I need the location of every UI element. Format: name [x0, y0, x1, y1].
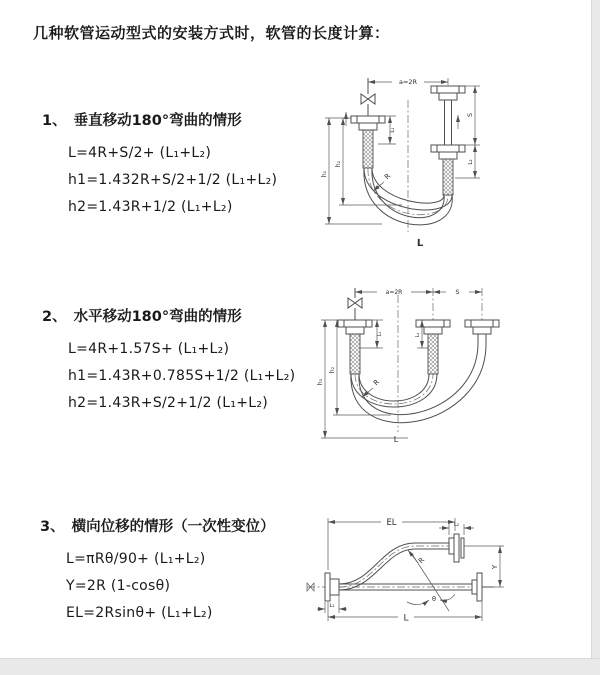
- dim-label-y: Y: [491, 564, 499, 570]
- dim-label-l1: L₁: [329, 603, 335, 609]
- formula-line: h2=1.43R+1/2 (L₁+L₂): [68, 199, 233, 215]
- radius-callout: [408, 550, 426, 565]
- section-3: [40, 515, 275, 627]
- dim-label-r: R: [383, 172, 393, 182]
- flange-hub: [473, 327, 491, 334]
- dimension-s-l2: [455, 86, 480, 178]
- dimension-l: [328, 602, 482, 624]
- formula-line: h1=1.432R+S/2+1/2 (L₁+L₂): [68, 172, 278, 188]
- braid-section: [363, 130, 373, 168]
- dim-label-r: R: [417, 556, 427, 566]
- hose-centerline: [355, 374, 433, 404]
- formula-line: EL=2Rsinθ+ (L₁+L₂): [66, 605, 213, 621]
- section-2-formulas: [68, 336, 295, 417]
- hose-centerline: [339, 546, 466, 587]
- dimension-l2: [439, 522, 474, 535]
- radius-callout: [362, 378, 381, 397]
- flange-hub: [346, 327, 364, 334]
- flange: [431, 145, 465, 152]
- section-1-number: 1、: [42, 113, 67, 129]
- dim-label-h1: h₁: [317, 378, 324, 386]
- braid-section: [350, 334, 360, 374]
- flange-mate: [461, 538, 464, 558]
- dimension-a2r: [368, 78, 448, 86]
- dim-label-h2: h₂: [329, 366, 336, 374]
- page-title: 几种软管运动型式的安装方式时，软管的长度计算：: [33, 24, 390, 42]
- pipe-middle: [416, 320, 450, 374]
- flange-hub: [449, 538, 454, 554]
- dim-label-l: L: [403, 613, 409, 624]
- braid-section: [443, 159, 453, 195]
- section-3-heading-text: 横向位移的情形（一次性变位）: [71, 519, 275, 535]
- dim-label-l: L: [393, 435, 399, 444]
- valve-icon: [361, 94, 375, 104]
- formula-line: L=4R+1.57S+ (L₁+L₂): [68, 341, 230, 357]
- section-2-heading-text: 水平移动180°弯曲的情形: [73, 309, 242, 325]
- flange-hub: [359, 123, 377, 130]
- flange-hub: [424, 327, 442, 334]
- flange-hub: [439, 152, 457, 159]
- section-2-number: 2、: [42, 309, 67, 325]
- flange-hub: [439, 93, 457, 100]
- dim-label-l: L: [416, 238, 424, 249]
- dim-label-a2r: a=2R: [398, 78, 418, 86]
- hose-displaced-curve: [339, 543, 466, 590]
- section-1-heading: [42, 109, 277, 130]
- formula-line: h1=1.43R+0.785S+1/2 (L₁+L₂): [68, 368, 296, 384]
- dim-label-l2: L₂: [415, 332, 421, 338]
- flange: [465, 320, 499, 327]
- scan-edge-bottom: [0, 658, 600, 675]
- flange-plate: [454, 534, 459, 562]
- dim-label-l1: L₁: [377, 331, 383, 337]
- flange-left: [325, 573, 339, 601]
- pipe-right: [465, 320, 499, 342]
- valve-icon: [348, 298, 362, 308]
- formula-line: h2=1.43R+S/2+1/2 (L₁+L₂): [68, 395, 269, 411]
- hose-curves: [351, 342, 486, 423]
- dim-label-h2: h₂: [335, 160, 342, 168]
- pipe-right: [431, 86, 465, 195]
- formula-line: L=4R+S/2+ (L₁+L₂): [68, 145, 212, 161]
- pipe-left: [346, 78, 385, 168]
- flange-right-original: [472, 573, 493, 601]
- section-2: [42, 305, 295, 417]
- dimension-h1-h2: [317, 320, 408, 438]
- flange: [338, 320, 372, 327]
- dim-label-s: S: [455, 288, 460, 296]
- section-3-formulas: [66, 546, 275, 627]
- diagram-vertical-180-bend: [312, 70, 588, 254]
- section-1: [42, 109, 277, 221]
- angle-theta: [407, 554, 455, 611]
- flange-plate: [477, 573, 482, 601]
- flange: [351, 116, 385, 123]
- formula-line: L=πRθ/90+ (L₁+L₂): [66, 551, 206, 567]
- flange-right-displaced: [449, 534, 464, 562]
- flange-hub: [472, 580, 477, 594]
- diagram-lateral-displacement: [303, 504, 598, 656]
- scan-edge-right: [591, 0, 600, 675]
- dim-label-a2r: a=2R: [385, 289, 403, 296]
- section-3-number: 3、: [40, 519, 65, 535]
- section-3-heading: [40, 515, 275, 536]
- pipe-left: [338, 288, 372, 374]
- dim-label-s: S: [466, 112, 474, 118]
- flange: [416, 320, 450, 327]
- flange-plate: [325, 573, 330, 601]
- dim-label-r: R: [372, 378, 382, 388]
- flange-hub: [330, 579, 339, 595]
- formula-line: Y=2R (1-cosθ): [66, 578, 171, 594]
- dim-label-l2: L₂: [453, 522, 460, 528]
- section-1-formulas: [68, 140, 277, 221]
- dim-label-h1: h₁: [321, 170, 328, 178]
- dim-label-l2: L₂: [468, 159, 474, 165]
- braid-section: [428, 334, 438, 374]
- dimension-el: [328, 518, 455, 570]
- dim-label-el: EL: [386, 518, 397, 528]
- flange: [431, 86, 465, 93]
- dim-label-l1: L₁: [390, 127, 396, 133]
- section-1-heading-text: 垂直移动180°弯曲的情形: [73, 113, 242, 129]
- dim-label-theta: θ: [432, 595, 436, 603]
- section-2-heading: [42, 305, 295, 326]
- diagram-horizontal-180-bend: [313, 282, 600, 466]
- dimension-a2r-s: [355, 288, 482, 320]
